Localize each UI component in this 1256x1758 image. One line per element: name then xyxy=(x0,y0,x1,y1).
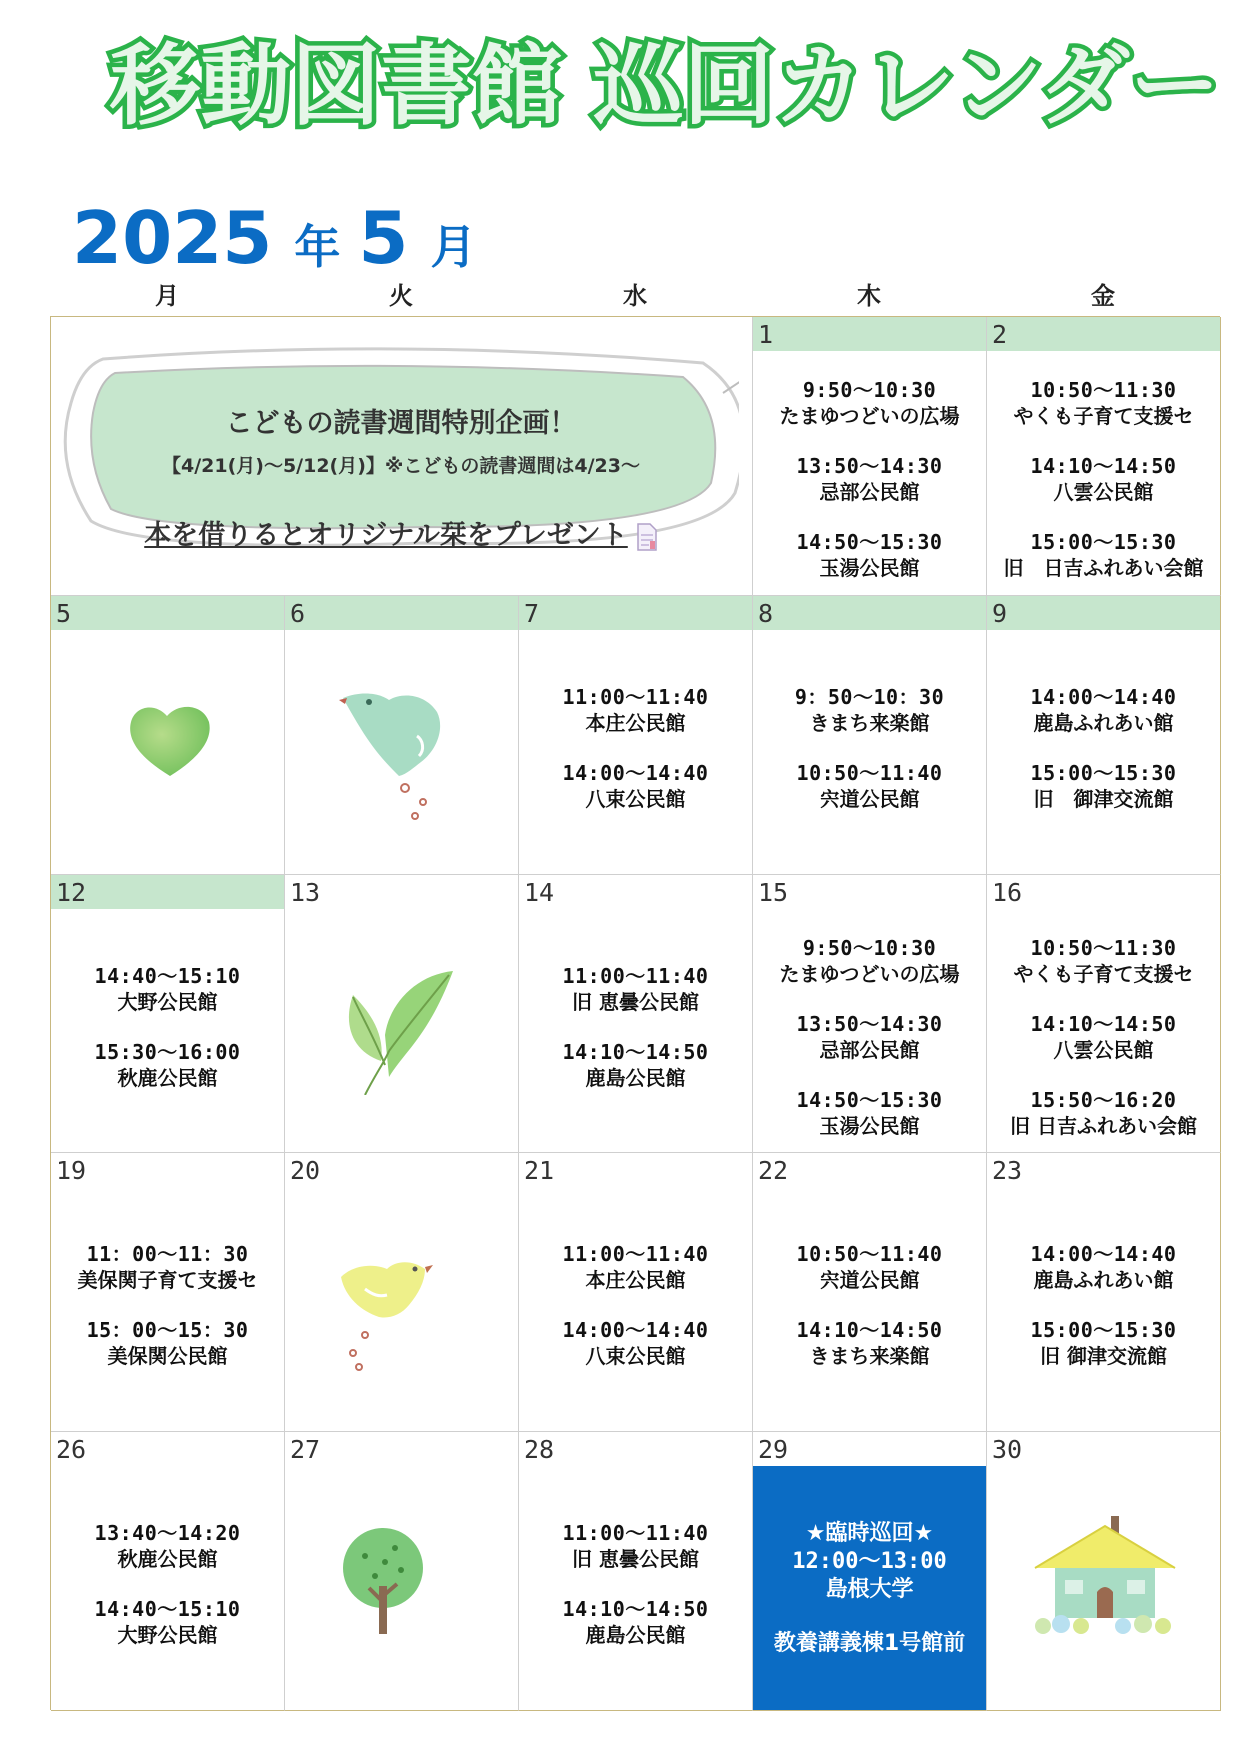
schedule-entry xyxy=(51,963,284,1015)
day-cell xyxy=(519,1153,753,1432)
entry-time: 11:00〜11:40 xyxy=(562,963,709,988)
schedule-entry xyxy=(519,1241,752,1293)
day-cell xyxy=(285,596,519,875)
entry-time: 14:10〜14:50 xyxy=(562,1597,709,1622)
schedule-entry xyxy=(51,1241,284,1293)
entry-place: きまち来楽館 xyxy=(809,710,930,735)
day-cell xyxy=(51,1432,285,1711)
schedule-entry xyxy=(987,684,1220,736)
day-number: 16 xyxy=(992,877,1023,907)
day-number: 30 xyxy=(992,1435,1023,1465)
entry-place: 秋鹿公民館 xyxy=(117,1065,218,1090)
schedule-list xyxy=(753,684,986,836)
schedule-entry xyxy=(519,760,752,812)
schedule-entry xyxy=(987,1087,1220,1139)
day-number: 5 xyxy=(51,596,284,630)
day-number: 27 xyxy=(290,1435,321,1465)
day-number: 12 xyxy=(51,875,284,909)
entry-place: 旧 日吉ふれあい会館 xyxy=(1010,1113,1197,1138)
schedule-list xyxy=(753,935,986,1154)
entry-place: 八束公民館 xyxy=(585,786,686,811)
banner-line-2: 【4/21(月)〜5/12(月)】※こどもの読書週間は4/23〜 xyxy=(161,455,640,477)
day-cell xyxy=(987,596,1221,875)
entry-time: 9:50〜10:30 xyxy=(802,378,937,402)
day-cell xyxy=(285,1153,519,1432)
day-number: 29 xyxy=(758,1435,789,1465)
schedule-list xyxy=(51,1520,284,1672)
entry-place: 本庄公民館 xyxy=(585,710,686,735)
day-number: 6 xyxy=(285,596,518,630)
special-label: ★臨時巡回★ xyxy=(805,1521,934,1547)
bird-icon xyxy=(333,670,453,824)
entry-place: 八束公民館 xyxy=(585,1344,686,1369)
entry-place: 旧 御津交流館 xyxy=(1040,1344,1167,1369)
schedule-list xyxy=(987,684,1220,836)
day-number: 9 xyxy=(987,596,1220,630)
schedule-entry xyxy=(753,377,986,429)
schedule-list xyxy=(519,684,752,836)
day-number: 1 xyxy=(753,317,986,351)
schedule-entry xyxy=(987,1241,1220,1293)
day-number: 7 xyxy=(519,596,752,630)
entry-time: 10:50〜11:40 xyxy=(796,760,943,785)
schedule-list xyxy=(519,1520,752,1672)
day-cell xyxy=(519,1432,753,1711)
day-number: 21 xyxy=(524,1156,555,1186)
entry-place: 本庄公民館 xyxy=(585,1268,686,1293)
schedule-entry xyxy=(51,1596,284,1648)
entry-place: 鹿島公民館 xyxy=(585,1623,686,1648)
schedule-entry xyxy=(51,1039,284,1091)
entry-place: たまゆつどいの広場 xyxy=(779,961,960,986)
day-number: 8 xyxy=(753,596,986,630)
day-number: 26 xyxy=(56,1435,87,1465)
entry-time: 9：50〜10：30 xyxy=(794,684,945,709)
entry-place: 玉湯公民館 xyxy=(819,1113,920,1138)
title-text: 移動図書館 巡回カレンダー xyxy=(108,34,1220,137)
day-number: 19 xyxy=(56,1156,87,1186)
schedule-entry xyxy=(51,1317,284,1369)
entry-time: 15:30〜16:00 xyxy=(94,1039,241,1064)
entry-place: 忌部公民館 xyxy=(819,480,920,504)
entry-place: やくも子育て支援セ xyxy=(1013,404,1194,428)
entry-time: 14:00〜14:40 xyxy=(562,760,709,785)
entry-time: 14:50〜15:30 xyxy=(796,530,943,554)
schedule-entry xyxy=(987,529,1220,581)
tree-icon xyxy=(335,1526,431,1640)
schedule-entry xyxy=(753,935,986,987)
schedule-entry xyxy=(519,1596,752,1648)
day-cell xyxy=(51,875,285,1154)
schedule-entry xyxy=(519,684,752,736)
schedule-entry xyxy=(753,453,986,505)
entry-time: 14:50〜15:30 xyxy=(796,1087,943,1112)
banner-line-1: こどもの読書週間特別企画！ xyxy=(225,408,577,439)
entry-time: 11:00〜11:40 xyxy=(562,1242,709,1267)
schedule-entry xyxy=(519,1317,752,1369)
weekday-thu: 木 xyxy=(857,282,881,310)
day-cell xyxy=(519,875,753,1154)
title-graphic xyxy=(110,28,1230,138)
entry-place: 旧 日吉ふれあい会館 xyxy=(1003,556,1204,580)
entry-place: 大野公民館 xyxy=(117,989,218,1014)
day-cell xyxy=(753,1153,987,1432)
entry-place: 玉湯公民館 xyxy=(819,556,920,580)
entry-time: 10:50〜11:30 xyxy=(1030,935,1177,960)
entry-place: 忌部公民館 xyxy=(819,1037,920,1062)
schedule-entry xyxy=(519,1039,752,1091)
schedule-entry xyxy=(753,529,986,581)
special-time: 12:00〜13:00 xyxy=(792,1549,947,1575)
schedule-list xyxy=(51,1241,284,1393)
year-month-heading xyxy=(72,196,495,286)
leaves-icon xyxy=(345,965,465,1099)
entry-place: 秋鹿公民館 xyxy=(117,1547,218,1572)
schedule-list xyxy=(753,1241,986,1393)
schedule-entry xyxy=(987,453,1220,505)
schedule-entry xyxy=(987,1011,1220,1063)
page-title xyxy=(110,28,1230,138)
special-detail: 教養講義棟1号館前 xyxy=(773,1631,966,1657)
schedule-entry xyxy=(519,1520,752,1572)
schedule-entry xyxy=(753,1317,986,1369)
weekday-fri: 金 xyxy=(1091,282,1115,310)
entry-place: 旧 恵曇公民館 xyxy=(572,989,699,1014)
entry-time: 14:10〜14:50 xyxy=(1030,454,1177,478)
schedule-list xyxy=(987,1241,1220,1393)
schedule-entry xyxy=(753,1241,986,1293)
entry-time: 15:00〜15:30 xyxy=(1030,530,1177,554)
entry-time: 15：00〜15：30 xyxy=(86,1318,249,1343)
entry-place: 宍道公民館 xyxy=(819,1268,920,1293)
schedule-entry xyxy=(753,760,986,812)
event-banner xyxy=(63,343,739,553)
entry-time: 15:50〜16:20 xyxy=(1030,1087,1177,1112)
entry-time: 14:10〜14:50 xyxy=(796,1318,943,1343)
entry-time: 11:00〜11:40 xyxy=(562,684,709,709)
entry-time: 14:40〜15:10 xyxy=(94,963,241,988)
schedule-list xyxy=(753,377,986,596)
weekday-tue: 火 xyxy=(389,282,413,310)
entry-place: 鹿島公民館 xyxy=(585,1065,686,1090)
schedule-entry xyxy=(51,1520,284,1572)
entry-time: 14:10〜14:50 xyxy=(1030,1011,1177,1036)
year-suffix: 年 xyxy=(294,220,341,274)
entry-time: 11：00〜11：30 xyxy=(86,1242,249,1267)
entry-place: 美保関公民館 xyxy=(107,1344,228,1369)
entry-place: 旧 恵曇公民館 xyxy=(572,1547,699,1572)
entry-place: 鹿島ふれあい館 xyxy=(1033,710,1174,735)
entry-time: 9:50〜10:30 xyxy=(802,935,937,960)
day-number: 15 xyxy=(758,877,789,907)
day-cell xyxy=(753,875,987,1154)
entry-time: 14:10〜14:50 xyxy=(562,1039,709,1064)
day-number: 23 xyxy=(992,1156,1023,1186)
day-cell xyxy=(519,596,753,875)
year-value: 2025 xyxy=(72,196,273,280)
entry-place: 鹿島ふれあい館 xyxy=(1033,1268,1174,1293)
day-cell xyxy=(753,1432,987,1711)
month-value: 5 xyxy=(358,196,409,280)
entry-time: 10:50〜11:40 xyxy=(796,1242,943,1267)
entry-place: 旧 御津交流館 xyxy=(1033,786,1174,811)
entry-time: 15:00〜15:30 xyxy=(1030,1318,1177,1343)
weekday-wed: 水 xyxy=(623,282,647,310)
entry-time: 13:50〜14:30 xyxy=(796,1011,943,1036)
schedule-entry xyxy=(753,1087,986,1139)
entry-place: たまゆつどいの広場 xyxy=(779,404,960,428)
banner-line-3-text: 本を借りるとオリジナル栞をプレゼント xyxy=(144,520,628,551)
schedule-list xyxy=(987,377,1220,596)
schedule-list xyxy=(987,935,1220,1154)
entry-place: 八雲公民館 xyxy=(1053,1037,1154,1062)
entry-place: 八雲公民館 xyxy=(1053,480,1154,504)
day-cell xyxy=(51,1153,285,1432)
schedule-entry xyxy=(987,1317,1220,1369)
banner-cell xyxy=(51,317,753,596)
day-cell xyxy=(285,875,519,1154)
day-cell xyxy=(987,1432,1221,1711)
heart-icon xyxy=(127,700,213,784)
day-cell xyxy=(753,596,987,875)
day-cell xyxy=(987,1153,1221,1432)
entry-time: 14:40〜15:10 xyxy=(94,1597,241,1622)
day-cell xyxy=(987,875,1221,1154)
day-number: 20 xyxy=(290,1156,321,1186)
day-cell xyxy=(753,317,987,596)
day-number: 13 xyxy=(290,877,321,907)
calendar-grid xyxy=(50,316,1220,1710)
schedule-list xyxy=(519,963,752,1115)
entry-time: 13:50〜14:30 xyxy=(796,454,943,478)
schedule-entry xyxy=(987,935,1220,987)
day-cell xyxy=(51,596,285,875)
schedule-entry xyxy=(987,377,1220,429)
entry-time: 11:00〜11:40 xyxy=(562,1521,709,1546)
schedule-list xyxy=(51,963,284,1115)
entry-time: 14:00〜14:40 xyxy=(1030,684,1177,709)
weekday-header xyxy=(50,276,1220,312)
banner-line-3 xyxy=(63,513,739,552)
day-number: 22 xyxy=(758,1156,789,1186)
day-number: 14 xyxy=(524,877,555,907)
day-number: 2 xyxy=(987,317,1220,351)
entry-place: 宍道公民館 xyxy=(819,786,920,811)
schedule-entry xyxy=(519,963,752,1015)
schedule-entry xyxy=(753,684,986,736)
special-place: 島根大学 xyxy=(825,1577,914,1603)
entry-time: 13:40〜14:20 xyxy=(94,1521,241,1546)
house-icon xyxy=(1031,1512,1181,1646)
document-icon xyxy=(636,523,658,551)
bird-icon xyxy=(335,1245,435,1389)
day-number: 28 xyxy=(524,1435,555,1465)
entry-time: 14:00〜14:40 xyxy=(1030,1242,1177,1267)
schedule-entry xyxy=(987,760,1220,812)
weekday-mon: 月 xyxy=(155,282,179,310)
schedule-entry xyxy=(753,1011,986,1063)
entry-place: 大野公民館 xyxy=(117,1623,218,1648)
entry-place: きまち来楽館 xyxy=(809,1344,930,1369)
entry-time: 10:50〜11:30 xyxy=(1030,378,1177,402)
schedule-list xyxy=(519,1241,752,1393)
day-cell xyxy=(987,317,1221,596)
special-visit-block xyxy=(753,1466,986,1710)
entry-time: 14:00〜14:40 xyxy=(562,1318,709,1343)
day-cell xyxy=(285,1432,519,1711)
month-suffix: 月 xyxy=(430,220,477,274)
entry-time: 15:00〜15:30 xyxy=(1030,760,1177,785)
entry-place: 美保関子育て支援セ xyxy=(77,1268,258,1293)
entry-place: やくも子育て支援セ xyxy=(1013,961,1194,986)
